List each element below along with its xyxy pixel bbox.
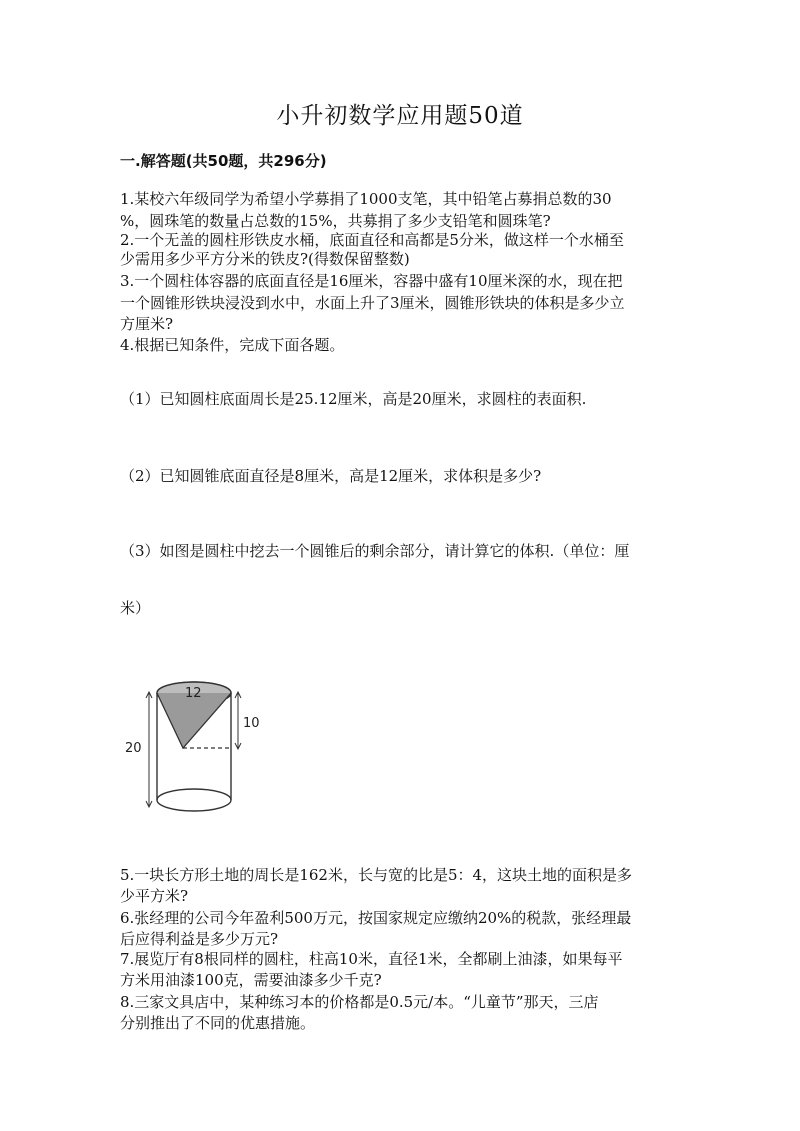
question-1-line-2: %，圆珠笔的数量占总数的15%，共募捐了多少支铅笔和圆珠笔? [120,212,551,230]
cone-sides [157,693,231,748]
question-4-line-1: 4.根据已知条件，完成下面各题。 [120,336,345,354]
question-5-line-1: 5.一块长方形土地的周长是162米，长与宽的比是5：4，这块土地的面积是多 [120,866,633,884]
question-7-line-2: 方米用油漆100克，需要油漆多少千克? [120,971,382,989]
question-2-line-1: 2.一个无盖的圆柱形铁皮水桶，底面直径和高都是5分米，做这样一个水桶至 [120,231,624,249]
cylinder-cone-figure [115,670,275,824]
question-3-line-1: 3.一个圆柱体容器的底面直径是16厘米，容器中盛有10厘米深的水，现在把 [120,272,623,290]
page-title: 小升初数学应用题50道 [276,103,524,129]
question-2-line-2: 少需用多少平方分米的铁皮?(得数保留整数) [120,250,410,268]
question-4-sub-1: （1）已知圆柱底面周长是25.12厘米，高是20厘米，求圆柱的表面积. [120,390,587,408]
diameter-label: 12 [185,686,202,701]
question-6-line-2: 后应得利益是多少万元? [120,930,279,948]
figure-svg [115,670,275,820]
section-heading: 一.解答题(共50题，共296分) [120,152,327,170]
question-3-line-3: 方厘米? [120,315,174,333]
question-4-sub-2: （2）已知圆锥底面直径是8厘米，高是12厘米，求体积是多少? [120,467,542,485]
question-7-line-1: 7.展览厅有8根同样的圆柱，柱高10米，直径1米，全都刷上油漆，如果每平 [120,950,623,968]
question-3-line-2: 一个圆锥形铁块浸没到水中，水面上升了3厘米，圆锥形铁块的体积是多少立 [120,294,625,312]
question-8-line-1: 8.三家文具店中，某种练习本的价格都是0.5元/本。“儿童节”那天，三店 [120,993,599,1011]
question-1-line-1: 1.某校六年级同学为希望小学募捐了1000支笔，其中铅笔占募捐总数的30 [120,190,612,208]
question-5-line-2: 少平方米? [120,887,189,905]
question-8-line-2: 分别推出了不同的优惠措施。 [120,1014,316,1032]
height-label: 20 [125,741,142,756]
cone-height-label: 10 [243,716,260,731]
cylinder-bottom-ellipse [157,789,231,811]
question-6-line-1: 6.张经理的公司今年盈利500万元，按国家规定应缴纳20%的税款，张经理最 [120,909,632,927]
question-4-sub-3-line-1: （3）如图是圆柱中挖去一个圆锥后的剩余部分，请计算它的体积.（单位：厘 [120,542,630,560]
question-4-sub-3-line-2: 米） [120,599,151,617]
